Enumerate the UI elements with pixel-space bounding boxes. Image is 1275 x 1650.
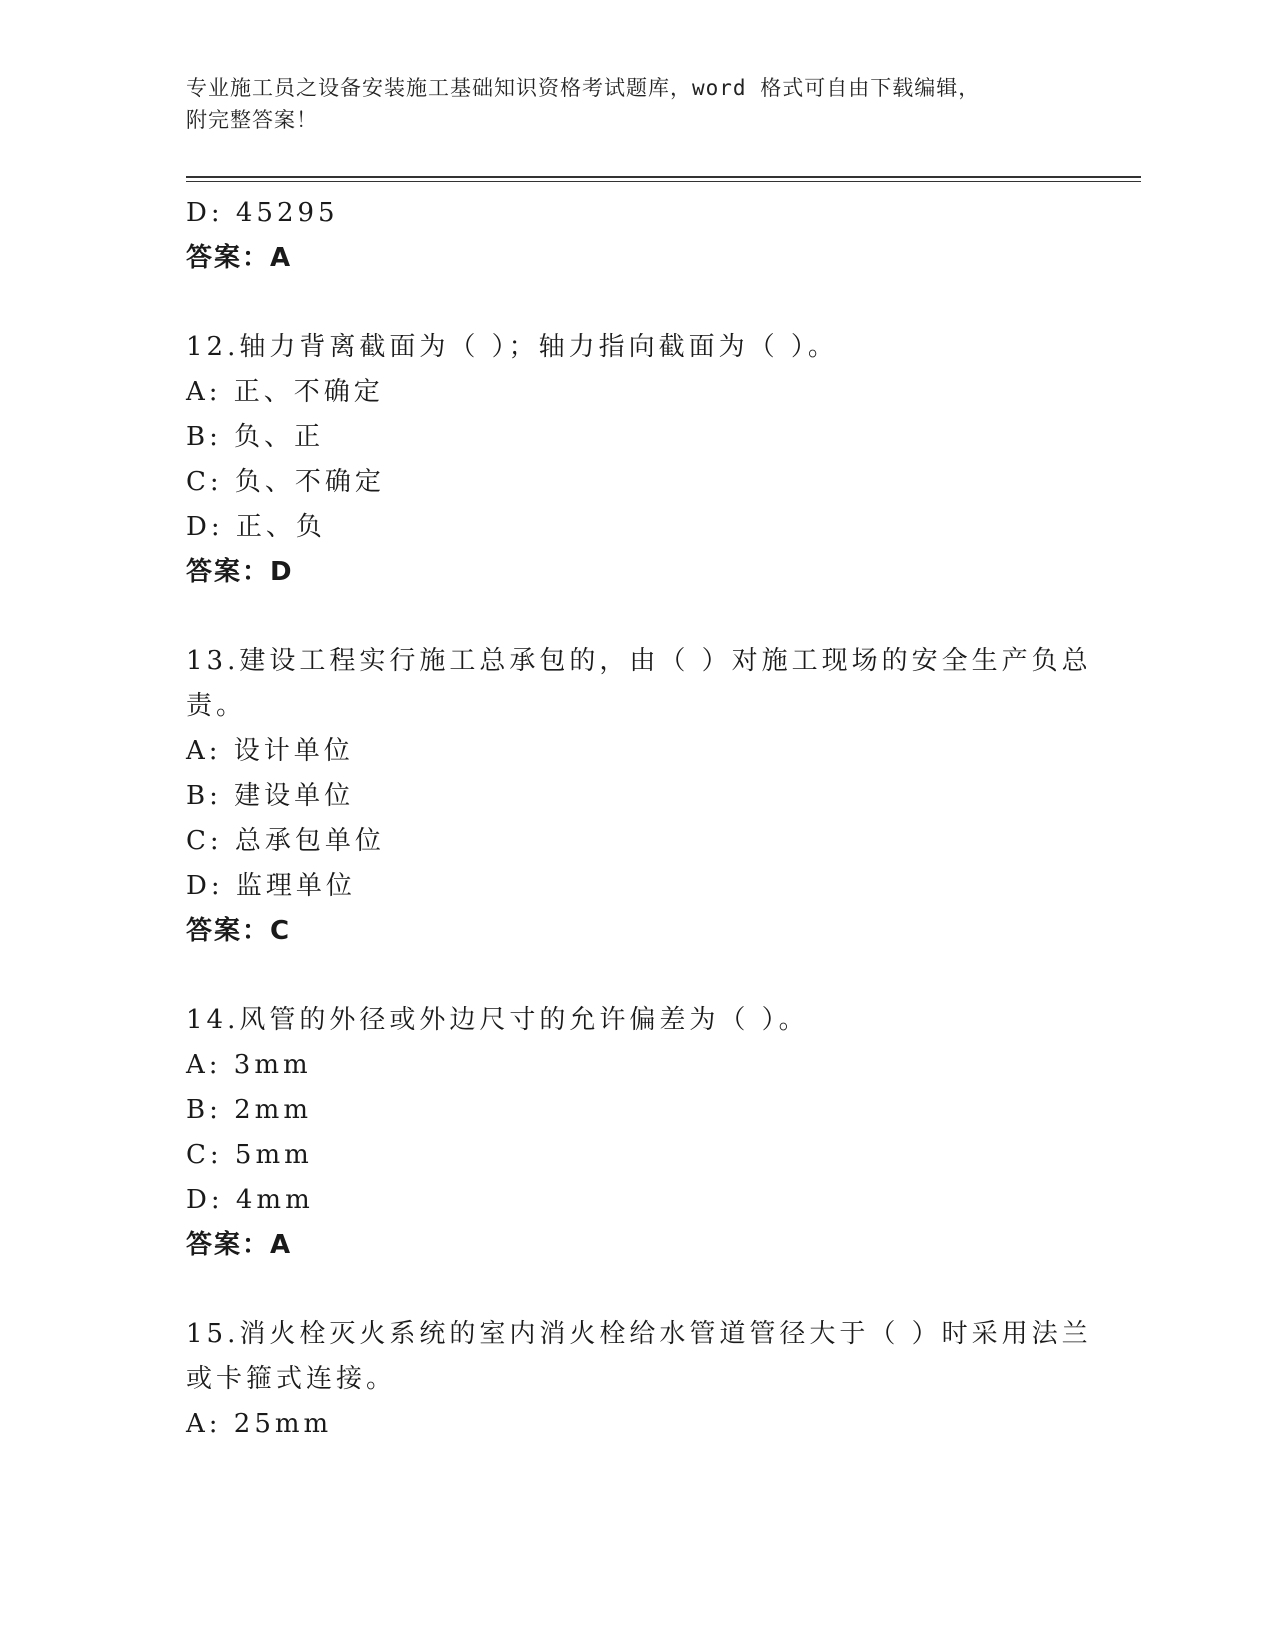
header-line-1: 专业施工员之设备安装施工基础知识资格考试题库，word 格式可自由下载编辑，	[186, 76, 981, 100]
question-15-stem-line-1: 15.消火栓灭火系统的室内消火栓给水管道管径大于（ ）时采用法兰	[186, 1319, 1092, 1349]
question-13-stem-line-1: 13.建设工程实行施工总承包的，由（ ）对施工现场的安全生产负总	[186, 646, 1092, 676]
question-14-option-b: B: 2mm	[186, 1095, 312, 1125]
question-13-option-a: A: 设计单位	[186, 736, 354, 766]
header-divider-thick	[186, 176, 1141, 178]
question-14-stem: 14.风管的外径或外边尺寸的允许偏差为（ ）。	[186, 1005, 809, 1035]
question-13-option-b: B: 建设单位	[186, 781, 355, 811]
question-14-option-d: D: 4mm	[186, 1185, 314, 1215]
question-12-option-c: C: 负、不确定	[186, 467, 385, 497]
question-13-option-c: C: 总承包单位	[186, 826, 385, 856]
question-15-stem-line-2: 或卡箍式连接。	[186, 1364, 397, 1394]
question-13-option-d: D: 监理单位	[186, 871, 356, 901]
answer-label: 答案：A	[186, 243, 293, 273]
option-d: D: 45295	[186, 198, 339, 228]
header-divider-thin	[186, 181, 1141, 182]
question-14-answer: 答案：A	[186, 1230, 293, 1260]
question-14-option-c: C: 5mm	[186, 1140, 313, 1170]
question-12-option-d: D: 正、负	[186, 512, 326, 542]
question-12-stem: 12.轴力背离截面为（ ）；轴力指向截面为（ ）。	[186, 332, 838, 362]
question-content	[186, 191, 1092, 1447]
page-header	[186, 72, 1066, 136]
question-13-stem-line-2: 责。	[186, 691, 247, 721]
question-12-option-b: B: 负、正	[186, 422, 325, 452]
question-12-answer: 答案：D	[186, 557, 294, 587]
question-14-option-a: A: 3mm	[186, 1050, 312, 1080]
question-15-option-a: A: 25mm	[186, 1409, 333, 1439]
question-13-answer: 答案：C	[186, 916, 292, 946]
header-line-2: 附完整答案！	[186, 108, 318, 132]
question-12-option-a: A: 正、不确定	[186, 377, 384, 407]
